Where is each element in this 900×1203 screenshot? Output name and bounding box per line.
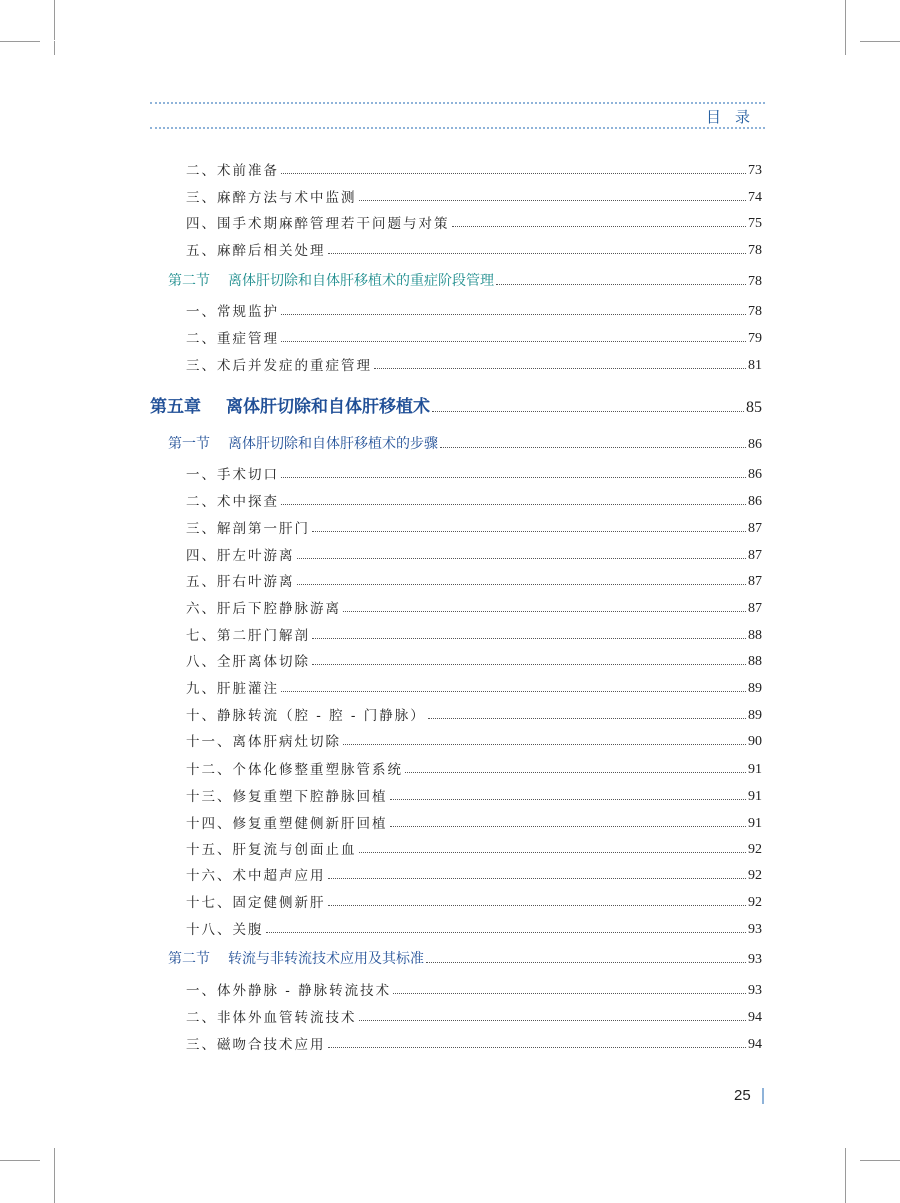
toc-page-number: 88 bbox=[748, 628, 762, 643]
toc-entry-text: 三、术后并发症的重症管理 bbox=[186, 358, 372, 374]
dot-leader bbox=[432, 411, 744, 412]
toc-entry-text: 十二、个体化修整重塑脉管系统 bbox=[186, 762, 403, 778]
toc-entry-text: 三、磁吻合技术应用 bbox=[186, 1037, 326, 1053]
toc-entry[interactable] bbox=[150, 916, 762, 938]
toc-entry-title bbox=[150, 354, 372, 374]
toc-entry-text: 五、麻醉后相关处理 bbox=[186, 243, 326, 259]
toc-section[interactable] bbox=[150, 431, 762, 453]
toc-entry-title bbox=[150, 490, 279, 510]
section-number: 第一节 bbox=[168, 436, 210, 452]
dot-leader bbox=[328, 905, 747, 906]
toc-page-number: 87 bbox=[748, 548, 762, 563]
toc-entry[interactable] bbox=[150, 325, 762, 347]
toc-entry[interactable] bbox=[150, 1031, 762, 1053]
dot-leader bbox=[405, 772, 746, 773]
toc-entry-title bbox=[150, 891, 326, 911]
toc-entry[interactable] bbox=[150, 595, 762, 617]
dot-leader bbox=[428, 718, 746, 719]
toc-chapter[interactable] bbox=[150, 391, 762, 417]
toc-page-number: 78 bbox=[748, 304, 762, 319]
crop-mark bbox=[860, 1160, 900, 1161]
dot-leader bbox=[359, 200, 747, 201]
toc-entry[interactable] bbox=[150, 210, 762, 232]
toc-page-number: 87 bbox=[748, 521, 762, 536]
toc-entry-text: 三、解剖第一肝门 bbox=[186, 521, 310, 537]
dot-leader bbox=[359, 1020, 747, 1021]
dot-leader bbox=[281, 504, 746, 505]
toc-entry-title bbox=[150, 186, 357, 206]
toc-entry-title bbox=[150, 758, 403, 778]
toc-entry-text: 十八、关腹 bbox=[186, 922, 264, 938]
page-number-bar bbox=[762, 1088, 764, 1104]
toc-entry[interactable] bbox=[150, 237, 762, 259]
toc-page-number: 93 bbox=[748, 922, 762, 937]
crop-mark bbox=[845, 0, 846, 55]
toc-entry[interactable] bbox=[150, 648, 762, 670]
toc-entry[interactable] bbox=[150, 352, 762, 374]
toc-entry[interactable] bbox=[150, 675, 762, 697]
dot-leader bbox=[281, 691, 746, 692]
toc-entry-title bbox=[150, 212, 450, 232]
dot-leader bbox=[328, 1047, 747, 1048]
toc-entry-title bbox=[150, 677, 279, 697]
crop-mark bbox=[54, 1148, 55, 1203]
dot-leader bbox=[426, 962, 746, 963]
dot-leader bbox=[312, 664, 746, 665]
toc-entry-text: 十一、离体肝病灶切除 bbox=[186, 734, 341, 750]
toc-page-number: 92 bbox=[748, 895, 762, 910]
toc-entry[interactable] bbox=[150, 702, 762, 724]
toc-entry[interactable] bbox=[150, 810, 762, 832]
running-header-title: 目录 bbox=[705, 108, 764, 126]
dot-leader bbox=[281, 341, 746, 342]
dot-leader bbox=[390, 826, 747, 827]
dot-leader bbox=[266, 932, 747, 933]
crop-mark bbox=[54, 41, 55, 55]
crop-mark bbox=[0, 41, 40, 42]
toc-page-number: 91 bbox=[748, 789, 762, 804]
toc-entry-title bbox=[150, 730, 341, 750]
toc-entry-title bbox=[150, 650, 310, 670]
toc-entry-text: 离体肝切除和自体肝移植术的步骤 bbox=[228, 436, 438, 452]
toc-entry-text: 二、重症管理 bbox=[186, 331, 279, 347]
toc-entry-text: 四、围手术期麻醉管理若干问题与对策 bbox=[186, 216, 450, 232]
toc-page-number: 93 bbox=[748, 952, 762, 967]
dot-leader bbox=[281, 173, 746, 174]
toc-page-number: 93 bbox=[748, 983, 762, 998]
toc-page-number: 90 bbox=[748, 734, 762, 749]
toc-entry-text: 五、肝右叶游离 bbox=[186, 574, 295, 590]
toc-page-number: 94 bbox=[748, 1037, 762, 1052]
toc-entry-text: 七、第二肝门解剖 bbox=[186, 628, 310, 644]
toc-page-number: 74 bbox=[748, 190, 762, 205]
toc-page-number: 94 bbox=[748, 1010, 762, 1025]
toc-entry-title bbox=[150, 239, 326, 259]
toc-entry-text: 二、术前准备 bbox=[186, 163, 279, 179]
toc-entry[interactable] bbox=[150, 515, 762, 537]
toc-entry-title bbox=[150, 544, 295, 564]
dot-leader bbox=[452, 226, 747, 227]
toc-entry-title bbox=[150, 838, 357, 858]
toc-entry[interactable] bbox=[150, 836, 762, 858]
toc-entry[interactable] bbox=[150, 542, 762, 564]
toc-entry[interactable] bbox=[150, 568, 762, 590]
toc-entry-title bbox=[150, 1006, 357, 1026]
toc-page-number: 91 bbox=[748, 816, 762, 831]
toc-entry-title bbox=[150, 159, 279, 179]
toc-page-number: 92 bbox=[748, 868, 762, 883]
toc-entry-text: 二、术中探查 bbox=[186, 494, 279, 510]
toc-page-number: 78 bbox=[748, 274, 762, 289]
chapter-number: 第五章 bbox=[150, 397, 201, 417]
toc-entry-text: 三、麻醉方法与术中监测 bbox=[186, 190, 357, 206]
toc-entry-text: 十三、修复重塑下腔静脉回植 bbox=[186, 789, 388, 805]
toc-section[interactable] bbox=[150, 268, 762, 290]
toc-entry-title bbox=[150, 327, 279, 347]
toc-entry[interactable] bbox=[150, 889, 762, 911]
toc-page-number: 88 bbox=[748, 654, 762, 669]
toc-entry[interactable] bbox=[150, 783, 762, 805]
toc-entry-text: 转流与非转流技术应用及其标准 bbox=[228, 951, 424, 967]
toc-page-number: 92 bbox=[748, 842, 762, 857]
crop-mark bbox=[860, 41, 900, 42]
toc-page-number: 85 bbox=[746, 399, 762, 416]
header-rule-bottom bbox=[150, 127, 765, 129]
toc-entry[interactable] bbox=[150, 862, 762, 884]
toc-entry-text: 一、常规监护 bbox=[186, 304, 279, 320]
toc-page-number: 78 bbox=[748, 243, 762, 258]
toc-entry[interactable] bbox=[150, 977, 762, 999]
dot-leader bbox=[312, 638, 746, 639]
toc-page-number: 79 bbox=[748, 331, 762, 346]
toc-entry-text: 九、肝脏灌注 bbox=[186, 681, 279, 697]
toc-entry[interactable] bbox=[150, 488, 762, 510]
toc-entry-text: 十四、修复重塑健侧新肝回植 bbox=[186, 816, 388, 832]
toc-entry-title bbox=[150, 517, 310, 537]
dot-leader bbox=[496, 284, 746, 285]
toc-entry-title bbox=[150, 570, 295, 590]
dot-leader bbox=[312, 531, 746, 532]
dot-leader bbox=[440, 447, 746, 448]
crop-mark bbox=[0, 1160, 40, 1161]
dot-leader bbox=[281, 477, 746, 478]
toc-entry-text: 十五、肝复流与创面止血 bbox=[186, 842, 357, 858]
dot-leader bbox=[343, 744, 746, 745]
toc-entry[interactable] bbox=[150, 756, 762, 778]
toc-page-number: 86 bbox=[748, 494, 762, 509]
toc-entry-title bbox=[150, 812, 388, 832]
toc-entry-title bbox=[150, 463, 279, 483]
toc-entry-text: 十六、术中超声应用 bbox=[186, 868, 326, 884]
toc-entry-text: 一、手术切口 bbox=[186, 467, 279, 483]
toc-entry-title bbox=[150, 864, 326, 884]
toc-entry[interactable] bbox=[150, 298, 762, 320]
toc-entry-title bbox=[150, 392, 430, 417]
toc-entry[interactable] bbox=[150, 622, 762, 644]
toc-page-number: 81 bbox=[748, 358, 762, 373]
toc-entry-text: 四、肝左叶游离 bbox=[186, 548, 295, 564]
dot-leader bbox=[328, 253, 747, 254]
toc-page-number: 87 bbox=[748, 574, 762, 589]
crop-mark bbox=[845, 1148, 846, 1203]
section-number: 第二节 bbox=[168, 951, 210, 967]
toc-page-number: 89 bbox=[748, 681, 762, 696]
toc-entry-title bbox=[150, 785, 388, 805]
toc-entry-text: 六、肝后下腔静脉游离 bbox=[186, 601, 341, 617]
toc-entry-text: 离体肝切除和自体肝移植术的重症阶段管理 bbox=[228, 273, 494, 289]
header-rule-top bbox=[150, 102, 765, 104]
toc-entry-title bbox=[150, 948, 424, 968]
toc-page-number: 86 bbox=[748, 437, 762, 452]
dot-leader bbox=[297, 584, 747, 585]
toc-page-number: 73 bbox=[748, 163, 762, 178]
toc-entry-text: 八、全肝离体切除 bbox=[186, 654, 310, 670]
toc-page-number: 75 bbox=[748, 216, 762, 231]
toc-entry-text: 十七、固定健侧新肝 bbox=[186, 895, 326, 911]
dot-leader bbox=[328, 878, 747, 879]
toc-entry-title bbox=[150, 300, 279, 320]
dot-leader bbox=[393, 993, 746, 994]
toc-entry-text: 十、静脉转流（腔 - 腔 - 门静脉） bbox=[186, 708, 426, 724]
toc-entry[interactable] bbox=[150, 157, 762, 179]
dot-leader bbox=[343, 611, 746, 612]
toc-entry-text: 二、非体外血管转流技术 bbox=[186, 1010, 357, 1026]
toc-section[interactable] bbox=[150, 946, 762, 968]
section-number: 第二节 bbox=[168, 273, 210, 289]
toc-entry-title bbox=[150, 597, 341, 617]
toc-entry[interactable] bbox=[150, 1004, 762, 1026]
toc-page-number: 87 bbox=[748, 601, 762, 616]
toc-page-number: 89 bbox=[748, 708, 762, 723]
toc-entry-text: 一、体外静脉 - 静脉转流技术 bbox=[186, 983, 392, 999]
dot-leader bbox=[281, 314, 746, 315]
toc-entry-title bbox=[150, 1033, 326, 1053]
toc-entry-title bbox=[150, 433, 438, 453]
toc-entry-title bbox=[150, 624, 310, 644]
toc-entry-title bbox=[150, 979, 391, 999]
page-number: 25 bbox=[734, 1087, 751, 1104]
toc-page-number: 86 bbox=[748, 467, 762, 482]
toc-entry[interactable] bbox=[150, 728, 762, 750]
dot-leader bbox=[390, 799, 747, 800]
toc-entry-title bbox=[150, 270, 494, 290]
dot-leader bbox=[374, 368, 746, 369]
toc-entry-title bbox=[150, 704, 426, 724]
toc-entry-title bbox=[150, 918, 264, 938]
dot-leader bbox=[359, 852, 747, 853]
toc-entry[interactable] bbox=[150, 184, 762, 206]
toc-entry-text: 离体肝切除和自体肝移植术 bbox=[226, 397, 430, 417]
crop-mark bbox=[54, 0, 55, 40]
dot-leader bbox=[297, 558, 747, 559]
toc-entry[interactable] bbox=[150, 461, 762, 483]
toc-page-number: 91 bbox=[748, 762, 762, 777]
